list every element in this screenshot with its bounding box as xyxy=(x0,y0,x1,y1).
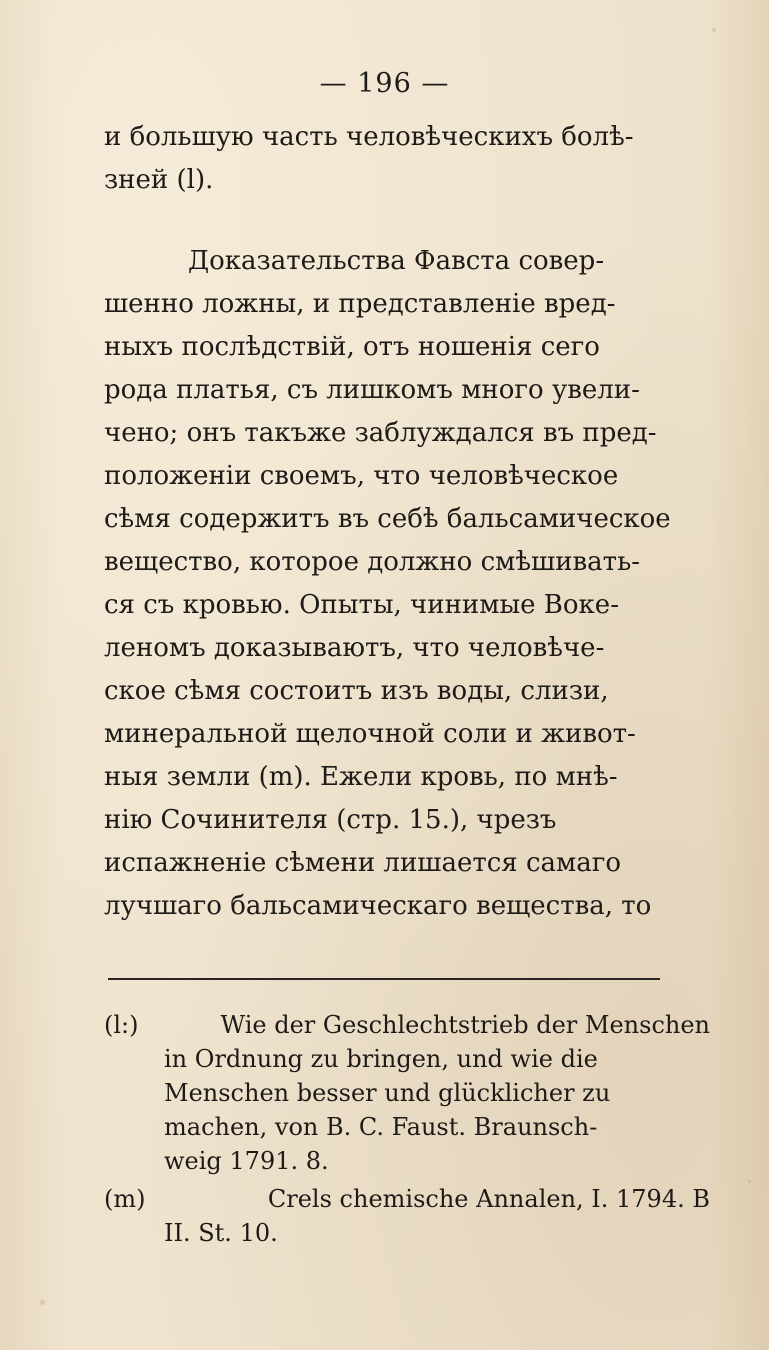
line-text: нію Сочинителя (стр. 15.), чрезъ xyxy=(104,805,557,835)
line-text: шенно ложны, и представленіе вред- xyxy=(104,289,616,319)
line-text: ныхъ послѣдствій, отъ ношенія сего xyxy=(104,332,600,362)
text-line xyxy=(104,159,710,202)
text-line xyxy=(104,369,710,412)
footnote-l xyxy=(104,1008,710,1178)
line-text: зней (l). xyxy=(104,165,214,195)
footnote-separator xyxy=(108,978,660,980)
text-line xyxy=(104,455,710,498)
body-text xyxy=(104,116,710,928)
footnote-marker: (l:) xyxy=(104,1011,139,1039)
line-text: рода платья, съ лишкомъ много увели- xyxy=(104,375,640,405)
text-line xyxy=(104,541,710,584)
line-text: ся съ кровью. Опыты, чинимые Воке- xyxy=(104,590,619,620)
footnotes xyxy=(104,1008,710,1254)
text-line xyxy=(104,670,710,713)
line-text: испажненіе сѣмени лишается самаго xyxy=(104,848,622,878)
text-line xyxy=(104,799,710,842)
text-line xyxy=(104,842,710,885)
page-number: — 196 — xyxy=(319,68,450,99)
line-text: лучшаго бальсамическаго вещества, то xyxy=(104,891,652,921)
footnote-line xyxy=(104,1008,710,1042)
paper-blemish xyxy=(40,1300,45,1305)
footnote-text: II. St. 10. xyxy=(164,1219,278,1247)
footnote-text: Wie der Geschlechtstrieb der Menschen xyxy=(220,1011,710,1039)
line-text: положеніи своемъ, что человѣческое xyxy=(104,461,619,491)
footnote-marker: (m) xyxy=(104,1185,146,1213)
line-text: минеральной щелочной соли и живот- xyxy=(104,719,636,749)
line-text: сѣмя содержитъ въ себѣ бальсамическое xyxy=(104,504,671,534)
text-line xyxy=(104,713,710,756)
footnote-line xyxy=(104,1042,710,1076)
line-text: ныя земли (m). Ежели кровь, по мнѣ- xyxy=(104,762,618,792)
footnote-m xyxy=(104,1182,710,1250)
footnote-text: in Ordnung zu bringen, und wie die xyxy=(164,1045,598,1073)
line-text: Доказательства Фавста совер- xyxy=(188,246,605,276)
footnote-line xyxy=(104,1216,710,1250)
text-line xyxy=(104,756,710,799)
footnote-text: Menschen besser und glücklicher zu xyxy=(164,1079,611,1107)
text-line xyxy=(104,412,710,455)
line-text: ское сѣмя состоитъ изъ воды, слизи, xyxy=(104,676,609,706)
text-line xyxy=(104,498,710,541)
text-line xyxy=(104,885,710,928)
footnote-text: machen, von B. C. Faust. Braunsch- xyxy=(164,1113,598,1141)
text-line xyxy=(104,240,710,283)
text-line xyxy=(104,584,710,627)
footnote-line xyxy=(104,1110,710,1144)
line-text: вещество, которое должно смѣшивать- xyxy=(104,547,641,577)
paragraph-gap xyxy=(104,202,710,240)
footnote-line xyxy=(104,1076,710,1110)
footnote-text: Crels chemische Annalen, I. 1794. B xyxy=(267,1185,710,1213)
line-text: и большую часть человѣческихъ болѣ- xyxy=(104,122,634,152)
line-text: леномъ доказываютъ, что человѣче- xyxy=(104,633,605,663)
text-line xyxy=(104,283,710,326)
text-line xyxy=(104,326,710,369)
footnote-text: weig 1791. 8. xyxy=(164,1147,329,1175)
text-line xyxy=(104,116,710,159)
footnote-line xyxy=(104,1182,710,1216)
text-line xyxy=(104,627,710,670)
footnote-line xyxy=(104,1144,710,1178)
paper-blemish xyxy=(712,28,716,32)
line-text: чено; онъ такъже заблуждался въ пред- xyxy=(104,418,657,448)
paper-blemish xyxy=(748,1180,751,1183)
